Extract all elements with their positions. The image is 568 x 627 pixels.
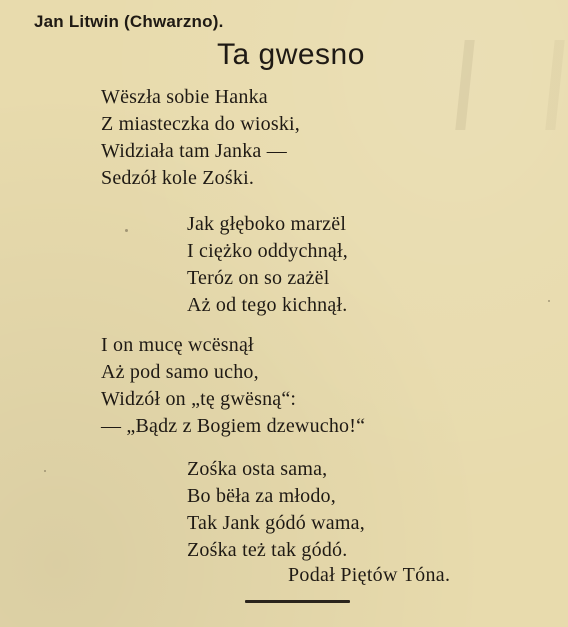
verse-line: Wëszła sobie Hanka [101, 86, 268, 108]
verse-line: Aż od tego kichnął. [187, 294, 348, 316]
stanza-4 [187, 456, 365, 564]
print-speck [548, 300, 550, 302]
verse-line: Jak głęboko marzël [187, 213, 347, 235]
stanza-1 [101, 84, 300, 192]
stanza-3 [101, 332, 365, 440]
verse-line: Widziała tam Janka — [101, 140, 287, 162]
closing-rule [245, 600, 350, 603]
verse-line: Aż pod samo ucho, [101, 361, 259, 383]
verse-line: Teróz on so zażël [187, 267, 330, 289]
verse-line: Z miasteczka do wioski, [101, 113, 300, 135]
verse-line: I on mucę wcësnął [101, 334, 254, 356]
stanza-2 [187, 211, 348, 319]
print-speck [125, 229, 128, 232]
verse-line: — „Bądz z Bogiem dzewucho!“ [101, 415, 366, 437]
verse-line: Bo bëła za młodo, [187, 485, 336, 507]
verse-line: Zośka osta sama, [187, 458, 328, 480]
verse-line: Sedzół kole Zośki. [101, 167, 255, 189]
ink-bleed-through [455, 40, 564, 130]
verse-line: Zośka też tak gódó. [187, 539, 348, 561]
verse-line: Widzół on „tę gwësną“: [101, 388, 297, 410]
verse-line: Tak Jank gódó wama, [187, 512, 365, 534]
verse-line: I ciężko oddychnął, [187, 240, 348, 262]
print-speck [44, 470, 46, 472]
author-line: Jan Litwin (Chwarzno). [34, 12, 224, 31]
poem-title: Ta gwesno [217, 38, 365, 71]
signature-line: Podał Piętów Tóna. [288, 564, 451, 586]
